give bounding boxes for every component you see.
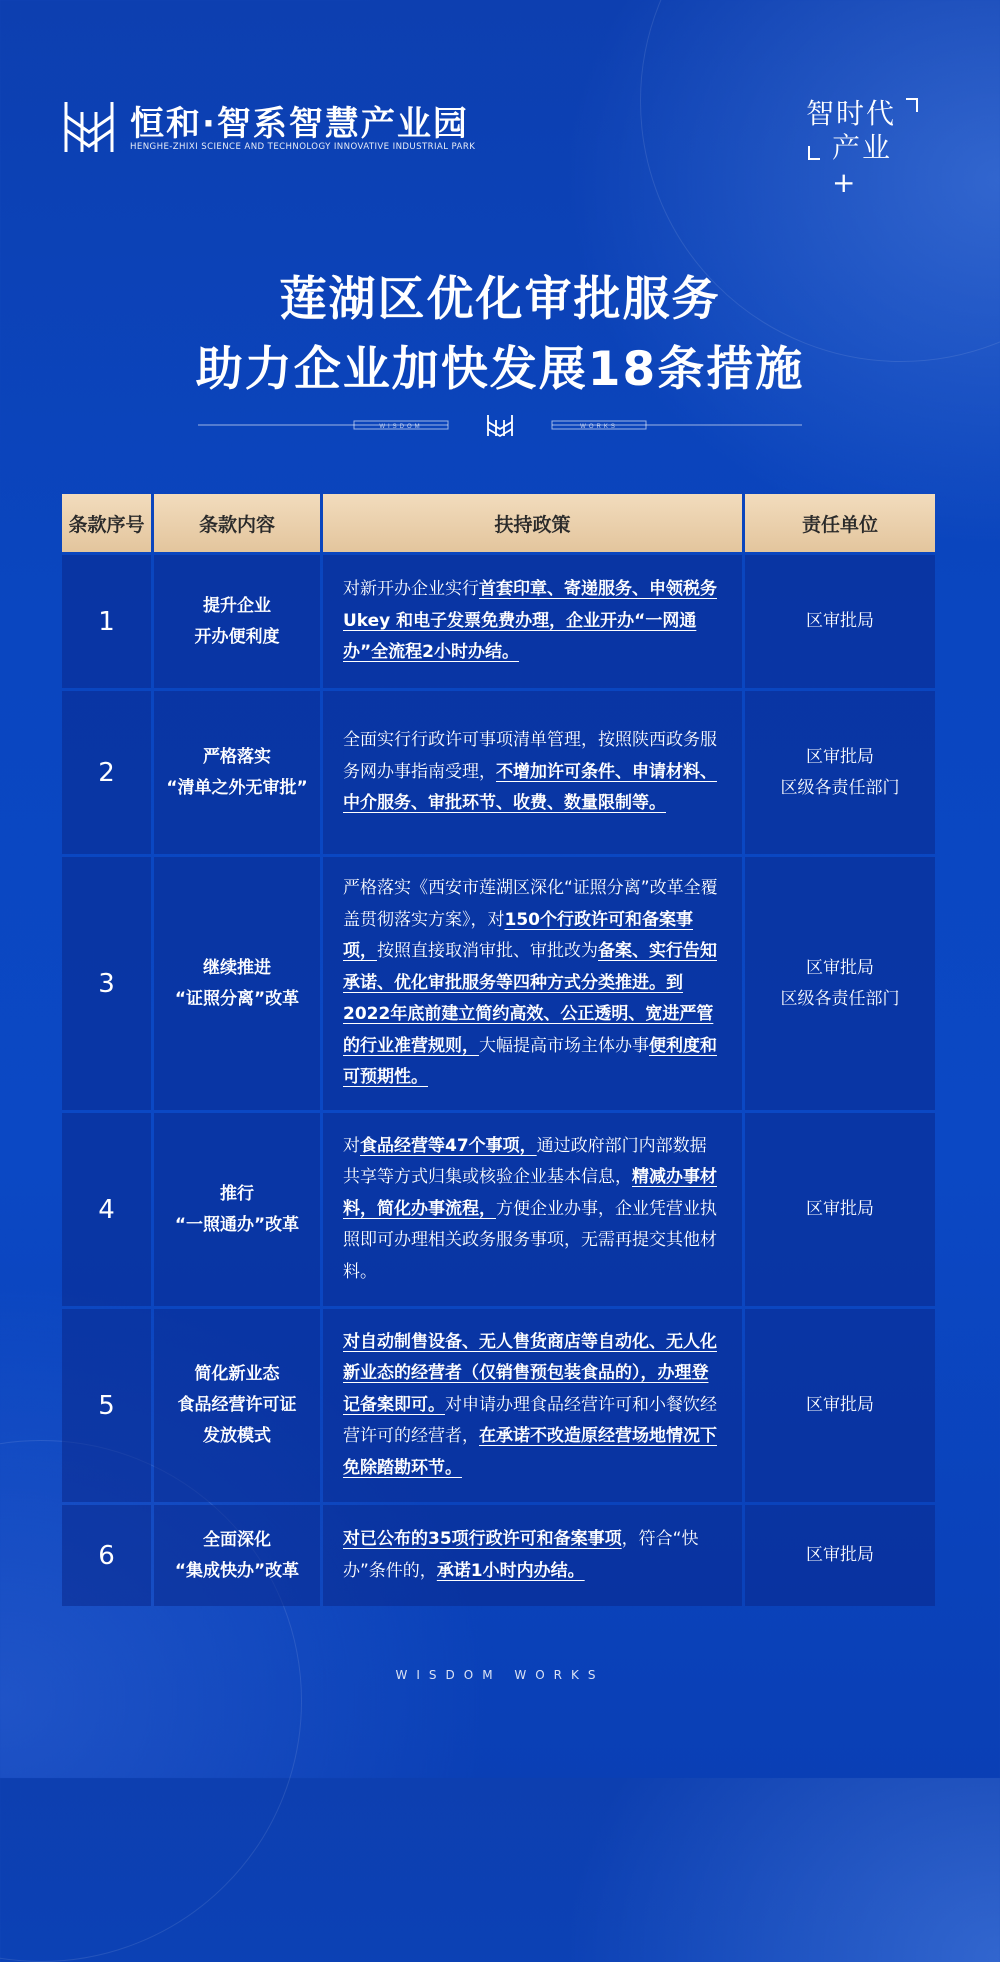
policy-text: 方便企业办事，企业凭营业执照即可办理相关政务服务事项，无需再提交其他材料。	[343, 1198, 717, 1282]
policy-text: 大幅提高市场主体办事	[479, 1035, 649, 1056]
table-row	[62, 1113, 938, 1306]
row-item: 继续推进 “证照分离”改革	[154, 857, 320, 1110]
policy-table	[62, 494, 938, 1606]
table-row	[62, 1505, 938, 1606]
header-cell-policy: 扶持政策	[323, 494, 742, 552]
policy-highlight: 首套印章、寄递服务、申领税务 Ukey 和电子发票免费办理，企业开办“一网通办”全流程2小时办结。	[343, 579, 717, 663]
policy-highlight: 承诺1小时内办结。	[436, 1560, 585, 1581]
slogan-line1: 智时代	[806, 97, 897, 130]
row-unit: 区审批局 区级各责任部门	[745, 857, 935, 1110]
divider-left-text: WISDOM	[379, 424, 423, 430]
row-item: 简化新业态 食品经营许可证 发放模式	[154, 1309, 320, 1502]
policy-highlight: 150个行政许可和备案事项，	[343, 909, 693, 962]
policy-text: 按照直接取消审批、审批改为	[377, 941, 598, 962]
policy-text: 全面实行行政许可事项清单管理，按照陕西政务服务网办事指南受理，	[343, 730, 717, 782]
policy-highlight: 便利度和可预期性。	[343, 1035, 717, 1088]
page-title-line1: 莲湖区优化审批服务	[279, 272, 721, 327]
row-number: 1	[62, 555, 151, 688]
divider-logo-icon	[488, 415, 512, 436]
table-row	[62, 555, 938, 688]
table-row	[62, 691, 938, 854]
park-logo-icon	[58, 96, 120, 158]
row-policy	[323, 555, 742, 688]
bracket-icon	[808, 146, 820, 160]
policy-text: 对	[343, 1135, 360, 1156]
policy-highlight: 对自动制售设备、无人售货商店等自动化、无人化新业态的经营者（仅销售预包装食品的），办理登记备案即可。	[343, 1331, 717, 1415]
policy-text: 对新开办企业实行	[343, 579, 479, 600]
policy-text: 通过政府部门内部数据共享等方式归集或核验企业基本信息，	[343, 1135, 707, 1188]
policy-text: ，符合“快办”条件的，	[343, 1529, 699, 1581]
row-number: 4	[62, 1113, 151, 1306]
row-item: 提升企业 开办便利度	[154, 555, 320, 688]
title-divider	[198, 410, 802, 440]
row-policy	[323, 691, 742, 854]
divider-right-text: WORKS	[580, 424, 618, 430]
table-row	[62, 857, 938, 1110]
page-title-line2: 助力企业加快发展18条措施	[195, 342, 805, 397]
row-item: 全面深化 “集成快办”改革	[154, 1505, 320, 1606]
policy-text: 对申请办理食品经营许可和小餐饮经营许可的经营者，	[343, 1394, 717, 1447]
policy-highlight: 食品经营等47个事项，	[360, 1135, 537, 1156]
row-number: 5	[62, 1309, 151, 1502]
policy-highlight: 备案、实行告知承诺、优化审批服务等四种方式分类推进。到2022年底前建立简约高效、公正透明、宽进严管的行业准营规则，	[343, 941, 717, 1056]
row-unit: 区审批局	[745, 1309, 935, 1502]
policy-text: 严格落实《西安市莲湖区深化“证照分离”改革全覆盖贯彻落实方案》，对	[343, 878, 718, 930]
row-unit: 区审批局	[745, 1113, 935, 1306]
table-header	[62, 494, 938, 552]
row-unit: 区审批局	[745, 1505, 935, 1606]
policy-highlight: 不增加许可条件、申请材料、中介服务、审批环节、收费、数量限制等。	[343, 761, 717, 814]
row-item: 推行 “一照通办”改革	[154, 1113, 320, 1306]
policy-highlight: 对已公布的35项行政许可和备案事项	[343, 1529, 622, 1549]
policy-highlight: 精减办事材料，简化办事流程，	[343, 1167, 717, 1219]
row-number: 6	[62, 1505, 151, 1606]
row-number: 2	[62, 691, 151, 854]
row-unit: 区审批局	[745, 555, 935, 688]
header-cell-number: 条款序号	[62, 494, 151, 552]
row-item: 严格落实 “清单之外无审批”	[154, 691, 320, 854]
row-policy	[323, 1505, 742, 1606]
footer-text: WISDOM WORKS	[395, 1668, 605, 1682]
table-row	[62, 1309, 938, 1502]
brand-name-en: HENGHE-ZHIXI SCIENCE AND TECHNOLOGY INNOVATIVE INDUSTRIAL PARK	[130, 142, 476, 152]
row-policy	[323, 1309, 742, 1502]
policy-highlight: 在承诺不改造原经营场地情况下免除踏勘环节。	[343, 1426, 717, 1478]
brand-name-cn: 恒和·智系智慧产业园	[130, 104, 469, 144]
row-policy	[323, 857, 742, 1110]
bracket-icon	[906, 98, 918, 112]
row-policy	[323, 1113, 742, 1306]
header-cell-unit: 责任单位	[745, 494, 935, 552]
row-unit: 区审批局 区级各责任部门	[745, 691, 935, 854]
row-number: 3	[62, 857, 151, 1110]
slogan-line2: 产业+	[832, 131, 893, 199]
slogan	[806, 92, 916, 199]
header-cell-item: 条款内容	[154, 494, 320, 552]
